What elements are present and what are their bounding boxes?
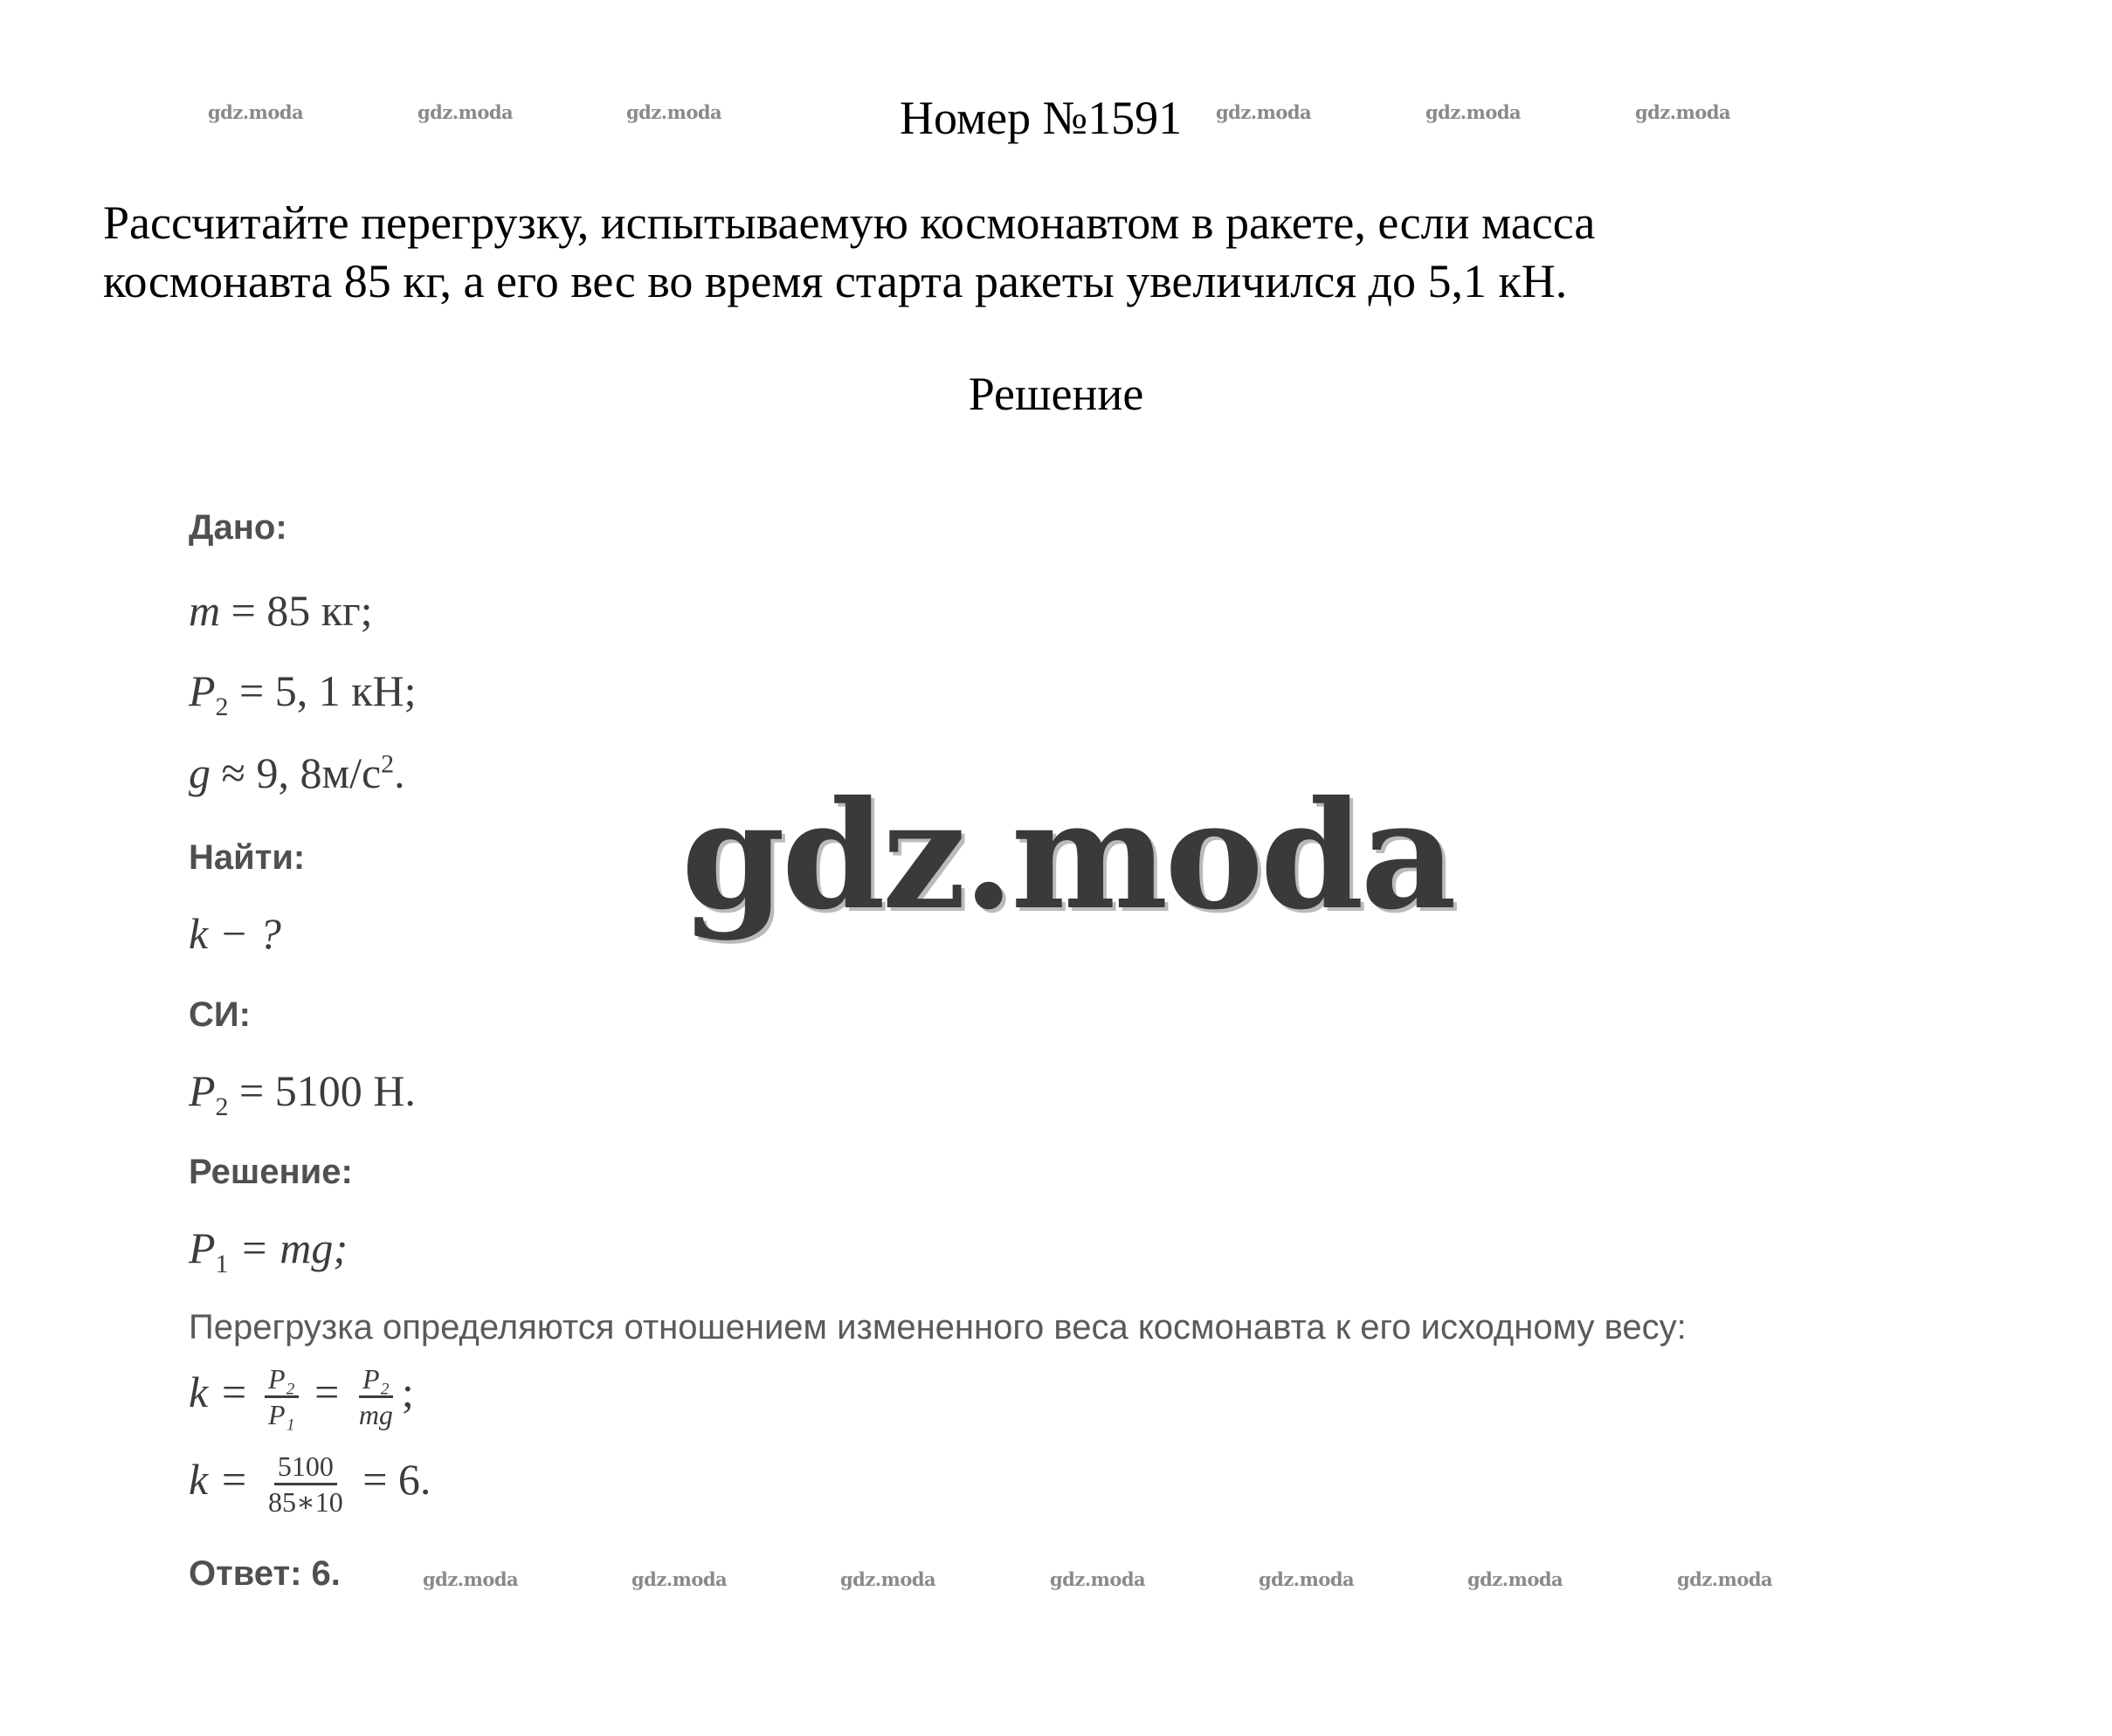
watermark: gdz.moda xyxy=(1635,101,1731,123)
watermark: gdz.moda xyxy=(626,101,722,123)
math-var: k = xyxy=(189,1367,249,1416)
formula-p1 xyxy=(189,1223,348,1279)
math-var: g xyxy=(189,748,211,797)
given-label: Дано: xyxy=(189,508,287,547)
watermark: gdz.moda xyxy=(1467,1568,1563,1590)
explanation-text: Перегрузка определяются отношением измененного веса космонавта к его исходному весу: xyxy=(189,1308,1687,1347)
math-sub: 1 xyxy=(215,1250,229,1278)
fraction: $\frac{5100}{85∗10}$ xyxy=(267,1450,343,1518)
given-mass xyxy=(189,585,373,636)
math-rest: = 85 кг; xyxy=(220,586,373,635)
math-var: P xyxy=(189,666,216,715)
formula-k-calc xyxy=(189,1450,431,1519)
math-var: P xyxy=(189,1223,216,1272)
math-rest: ≈ 9, 8м/с xyxy=(211,748,382,797)
given-weight xyxy=(189,665,417,722)
big-watermark: gdz.moda xyxy=(681,768,1453,943)
math-sub: 2 xyxy=(215,1092,229,1121)
math-rest: . xyxy=(394,748,405,797)
watermark: gdz.moda xyxy=(423,1568,519,1590)
problem-statement xyxy=(103,194,2025,311)
fraction: $\frac{\text{P₂}}{\text{P₁}}$ xyxy=(265,1362,299,1431)
watermark: gdz.moda xyxy=(1677,1568,1773,1590)
watermark: gdz.moda xyxy=(1425,101,1522,123)
math-rest: = mg; xyxy=(228,1223,349,1272)
math-sub: 2 xyxy=(215,692,229,721)
math-var: P xyxy=(189,1066,216,1115)
watermark: gdz.moda xyxy=(1259,1568,1355,1590)
watermark: gdz.moda xyxy=(208,101,304,123)
solution-label: Решение: xyxy=(189,1153,353,1191)
watermark: gdz.moda xyxy=(418,101,514,123)
problem-line: космонавта 85 кг, а его вес во время старта ракеты увеличился до 5,1 кН. xyxy=(103,255,1568,307)
math-rest: ; xyxy=(401,1367,414,1416)
watermark: gdz.moda xyxy=(840,1568,936,1590)
si-label: СИ: xyxy=(189,995,251,1034)
page-title: Номер №1591 xyxy=(900,92,1183,144)
given-gravity xyxy=(189,747,405,798)
math-eq: = xyxy=(314,1367,340,1416)
math-rest: = 6. xyxy=(362,1454,431,1504)
math-var: k − ? xyxy=(189,909,281,958)
fraction: $\frac{\text{P₂}}{mg}$ xyxy=(358,1363,393,1430)
math-sup: 2 xyxy=(381,749,395,779)
formula-k xyxy=(189,1362,414,1431)
problem-line: Рассчитайте перегрузку, испытываемую космонавтом в ракете, если масса xyxy=(103,196,1596,249)
solution-heading: Решение xyxy=(968,368,1144,420)
find-k xyxy=(189,908,281,959)
find-label: Найти: xyxy=(189,838,306,877)
watermark: gdz.moda xyxy=(1216,101,1312,123)
math-rest: = 5100 Н. xyxy=(228,1066,416,1115)
math-rest: = 5, 1 кН; xyxy=(228,666,417,715)
math-var: m xyxy=(189,586,221,635)
math-var: k = xyxy=(189,1454,249,1504)
watermark: gdz.moda xyxy=(632,1568,728,1590)
answer: Ответ: 6. xyxy=(189,1554,341,1593)
watermark: gdz.moda xyxy=(1050,1568,1146,1590)
si-weight xyxy=(189,1065,416,1122)
